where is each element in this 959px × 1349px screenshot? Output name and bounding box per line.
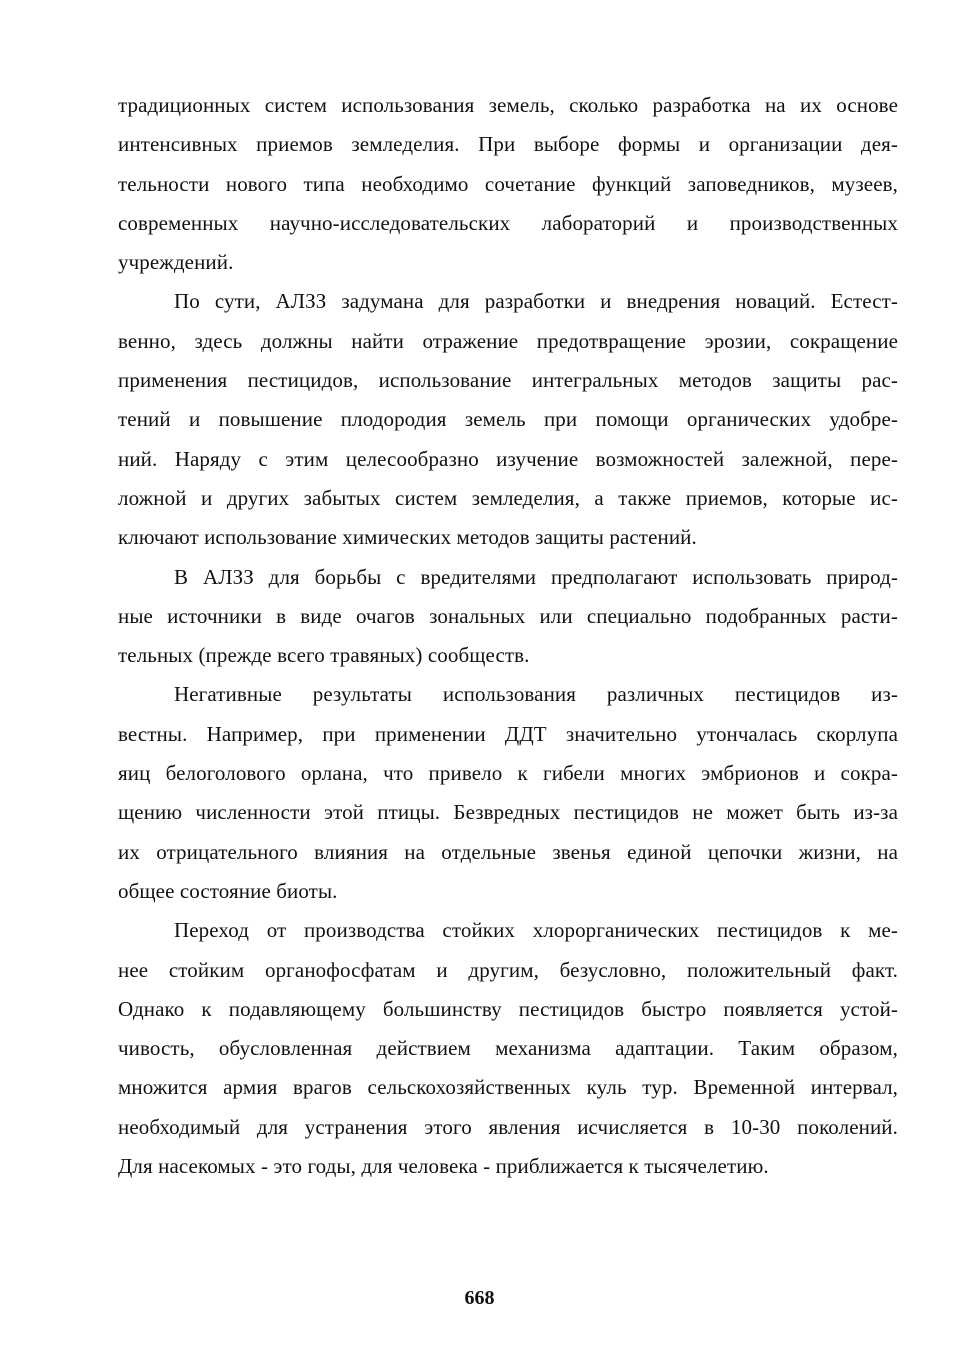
text-line: щению численности этой птицы. Безвредных пестицидов не может быть из-за (118, 800, 898, 825)
text-line: их отрицательного влияния на отдельные звенья единой цепочки жизни, на (118, 839, 898, 864)
page-number: 668 (464, 1287, 495, 1309)
text-line: Негативные результаты использования различных пестицидов из- (174, 682, 898, 707)
text-line: Переход от производства стойких хлорорганических пестицидов к ме- (174, 918, 898, 943)
text-line: учреждений. (118, 250, 234, 275)
text-line: применения пестицидов, использование интегральных методов защиты рас- (118, 368, 898, 393)
text-line: ные источники в виде очагов зональных или специально подобранных расти- (118, 603, 898, 628)
text-line: ключают использование химических методов защиты растений. (118, 525, 697, 550)
paragraph-1 (118, 86, 898, 282)
text-line: Для насекомых - это годы, для человека - приближается к тысячелетию. (118, 1154, 769, 1179)
text-line: нее стойким органофосфатам и другим, безусловно, положительный факт. (118, 957, 898, 982)
paragraph-4 (118, 675, 898, 911)
text-line: ложной и других забытых систем земледелия, а также приемов, которые ис- (118, 485, 898, 510)
text-line: современных научно-исследовательских лабораторий и производственных (118, 210, 898, 235)
text-line: тельности нового типа необходимо сочетание функций заповедников, музеев, (118, 171, 898, 196)
paragraph-3 (118, 558, 898, 676)
text-line: тений и повышение плодородия земель при помощи органических удобре- (118, 407, 898, 432)
text-line: Однако к подавляющему большинству пестицидов быстро появляется устой- (118, 996, 898, 1021)
text-line: По сути, АЛЗЗ задумана для разработки и внедрения новаций. Естест- (174, 289, 898, 314)
text-line: общее состояние биоты. (118, 878, 338, 903)
text-line: ний. Наряду с этим целесообразно изучение возможностей залежной, пере- (118, 446, 898, 471)
text-line: множится армия врагов сельскохозяйственных куль тур. Временной интервал, (118, 1075, 898, 1100)
text-line: необходимый для устранения этого явления исчисляется в 10-30 поколений. (118, 1114, 898, 1139)
text-line: вестны. Например, при применении ДДТ значительно утончалась скорлупа (118, 721, 898, 746)
text-line: венно, здесь должны найти отражение предотвращение эрозии, сокращение (118, 328, 898, 353)
text-line: тельных (прежде всего травяных) сообществ. (118, 643, 530, 668)
paragraph-2 (118, 282, 898, 557)
text-line: традиционных систем использования земель, сколько разработка на их основе (118, 93, 898, 117)
paragraph-5 (118, 911, 898, 1186)
text-line: чивость, обусловленная действием механизма адаптации. Таким образом, (118, 1036, 898, 1061)
text-line: интенсивных приемов земледелия. При выборе формы и организации дея- (118, 132, 898, 157)
text-line: яиц белоголового орлана, что привело к гибели многих эмбрионов и сокра- (118, 761, 898, 786)
body-text (118, 86, 898, 1186)
text-line: В АЛЗЗ для борьбы с вредителями предполагают использовать природ- (174, 564, 898, 589)
